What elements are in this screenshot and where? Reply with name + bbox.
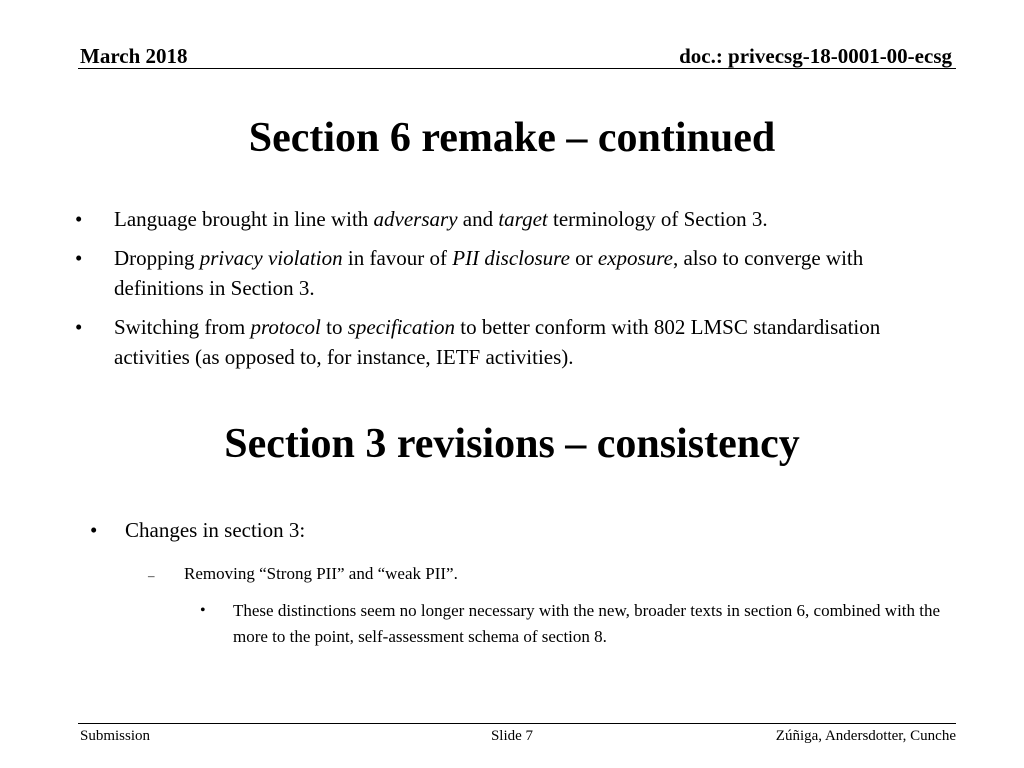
slide-title-section-6: Section 6 remake – continued xyxy=(248,115,776,161)
bullet-emphasis: protocol xyxy=(250,315,321,339)
level3-text: These distinctions seem no longer necessary with the new, broader texts in section 6, combined with the more to the point, self-assessment schema of section 8. xyxy=(233,601,941,646)
bullet-emphasis: specification xyxy=(347,315,456,339)
bullet-icon: • xyxy=(200,602,206,619)
bullet-icon: • xyxy=(75,207,83,231)
bullet-item xyxy=(72,243,944,303)
bullet-emphasis: privacy violation xyxy=(199,246,343,270)
bullet-text: Language brought in line with xyxy=(114,207,374,231)
bullet-text: in favour of xyxy=(342,246,453,270)
bullet-text: Dropping xyxy=(114,246,200,270)
bullet-emphasis: PII disclosure xyxy=(452,246,570,270)
footer-authors: Zúñiga, Andersdotter, Cunche xyxy=(775,728,956,744)
header-divider xyxy=(78,68,956,69)
footer-divider xyxy=(78,723,956,724)
dash-icon: – xyxy=(148,568,155,583)
slide-title-section-3: Section 3 revisions – consistency xyxy=(224,421,800,467)
bullet-emphasis: exposure xyxy=(597,246,673,270)
footer-submission: Submission xyxy=(80,728,151,744)
bullet-text: and xyxy=(457,207,499,231)
header-doc-id: doc.: privecsg-18-0001-00-ecsg xyxy=(679,44,952,68)
bullet-icon: • xyxy=(75,246,83,270)
bullet-text: to xyxy=(320,315,348,339)
bullet-emphasis: target xyxy=(498,207,548,231)
bullet-item xyxy=(72,312,944,372)
bullet-emphasis: adversary xyxy=(373,207,458,231)
bullet-text: to better conform with 802 LMSC standardisation activities (as opposed to, for instance, IETF activities). xyxy=(114,315,881,369)
bullet-text: Switching from xyxy=(114,315,251,339)
section-6-bullet-list xyxy=(72,204,944,381)
level3-bullet xyxy=(198,598,943,650)
bullet-text: , also to converge with definitions in Section 3. xyxy=(114,246,864,300)
bullet-text: terminology of Section 3. xyxy=(547,207,768,231)
bullet-icon: • xyxy=(90,518,98,542)
bullet-item xyxy=(72,204,944,234)
level2-text: Removing “Strong PII” and “weak PII”. xyxy=(184,564,458,583)
level1-text: Changes in section 3: xyxy=(125,518,306,542)
bullet-text: or xyxy=(569,246,598,270)
header-date: March 2018 xyxy=(80,44,188,68)
bullet-icon: • xyxy=(75,315,83,339)
footer-slide-number: Slide 7 xyxy=(490,728,534,744)
